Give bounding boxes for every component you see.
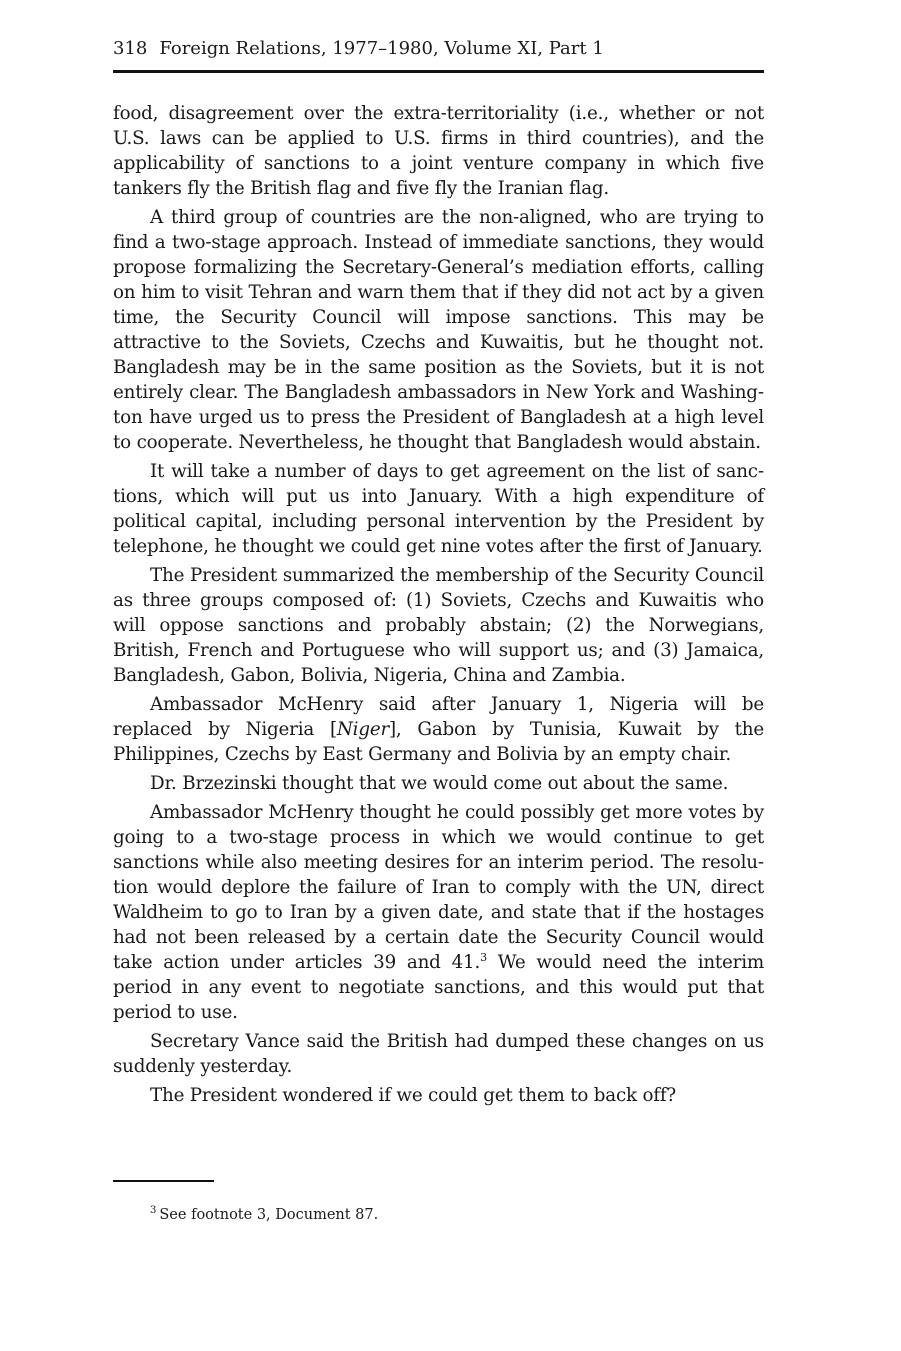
paragraph-7-text-b: We would need the interim period in any event to negotiate sanctions, and this would put that period to use. [113, 952, 764, 1023]
footnote-number: 3 [150, 1205, 157, 1217]
body-text [113, 101, 764, 1108]
paragraph-4: The President summarized the membership of the Security Council as three groups composed of: (1) Soviets, Czechs and Kuwaitis who will oppose sanctions and probably abstain; (2) the Norwegians, British, French and Portuguese who will support us; and (3) Jamaica, Bangladesh, Gabon, Bolivia, Nigeria, China and Zambia. [113, 565, 764, 686]
page-number: 318 [113, 38, 148, 59]
paragraph-5-text-a: Ambassador McHenry said after January 1, Nigeria will be replaced by Nigeria [ [113, 694, 764, 740]
document-page [113, 36, 764, 1108]
paragraph-5-text-b: ], Gabon by Tunisia, Kuwait by the Philippines, Czechs by East Germany and Bolivia by an empty chair. [113, 719, 764, 765]
paragraph-7-text-a: Ambassador McHenry thought he could possibly get more votes by going to a two-stage process in which we would continue to get sanctions while also meeting desires for an interim period. The resolution would deplore the failure of Iran to comply with the UN, direct Waldheim to go to Iran by a given date, and state that if the hostages had not been released by a certain date the Security Council would take action under articles 39 and 41. [113, 802, 764, 973]
running-header [113, 36, 764, 62]
paragraph-3: It will take a number of days to get agreement on the list of sanctions, which will put us into January. With a high expenditure of political capital, including personal intervention by the President by telephone, he thought we could get nine votes after the first of January. [113, 461, 764, 557]
footnote [150, 1205, 378, 1225]
volume-title: Foreign Relations, 1977–1980, Volume XI, Part 1 [159, 38, 604, 59]
paragraph-1: food, disagreement over the extra-territoriality (i.e., whether or not U.S. laws can be applied to U.S. firms in third countries), and the applicability of sanctions to a joint venture company in which five tankers fly the British flag and five fly the Iranian flag. [113, 103, 764, 199]
paragraph-8: Secretary Vance said the British had dumped these changes on us suddenly yesterday. [113, 1031, 764, 1077]
footnote-rule [113, 1180, 214, 1182]
header-rule [113, 70, 764, 73]
footnote-reference[interactable]: 3 [480, 950, 487, 964]
paragraph-7 [113, 800, 764, 1025]
paragraph-2: A third group of countries are the non-aligned, who are trying to find a two-stage approach. Instead of immediate sanctions, they would propose formalizing the Secretary-General’s mediation efforts, calling on him to visit Tehran and warn them that if they did not act by a given time, the Security Council will impose sanctions. This may be attractive to the Soviets, Czechs and Kuwaitis, but he thought not. Bangladesh may be in the same position as the Soviets, but it is not entirely clear. The Bangladesh ambassadors in New York and Washington have urged us to press the President of Bangladesh at a high level to cooperate. Nevertheless, he thought that Bangladesh would abstain. [113, 207, 764, 453]
paragraph-9: The President wondered if we could get them to back off? [150, 1085, 677, 1106]
paragraph-5-italic: Niger [336, 719, 389, 740]
paragraph-6: Dr. Brzezinski thought that we would come out about the same. [150, 773, 729, 794]
paragraph-5 [113, 692, 764, 767]
footnote-text: See footnote 3, Document 87. [159, 1207, 379, 1223]
